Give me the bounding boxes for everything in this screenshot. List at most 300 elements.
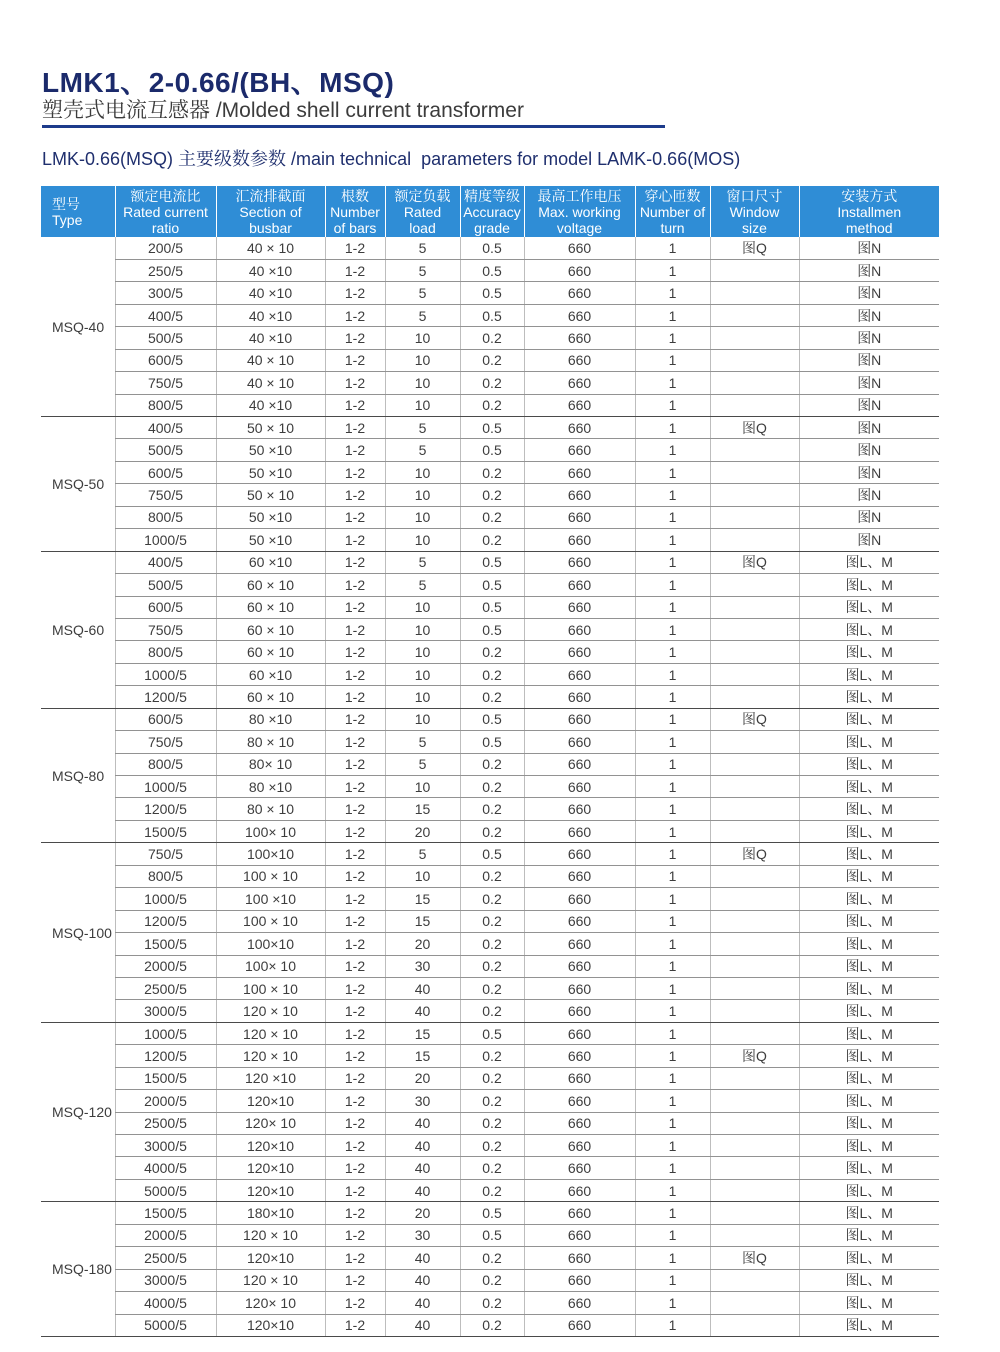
cell-busbar-section: 120×10 bbox=[216, 1314, 325, 1336]
cell-accuracy-grade: 0.2 bbox=[460, 955, 524, 977]
cell-rated-current-ratio: 2000/5 bbox=[115, 1090, 216, 1112]
cell-number-of-bars: 1-2 bbox=[325, 865, 385, 887]
table-row bbox=[41, 888, 939, 910]
cell-max-working-voltage: 660 bbox=[524, 1135, 635, 1157]
cell-max-working-voltage: 660 bbox=[524, 551, 635, 573]
header-rated-current-ratio-line: ratio bbox=[151, 219, 180, 236]
cell-window-size bbox=[710, 1135, 799, 1157]
cell-window-size bbox=[710, 1292, 799, 1314]
header-rated-load bbox=[385, 186, 460, 237]
cell-installation-method: 图L、M bbox=[799, 1292, 939, 1314]
cell-installation-method: 图L、M bbox=[799, 1202, 939, 1224]
cell-window-size bbox=[710, 484, 799, 506]
cell-max-working-voltage: 660 bbox=[524, 1202, 635, 1224]
cell-number-of-bars: 1-2 bbox=[325, 1067, 385, 1089]
cell-busbar-section: 50 × 10 bbox=[216, 417, 325, 439]
cell-rated-current-ratio: 2500/5 bbox=[115, 1247, 216, 1269]
cell-accuracy-grade: 0.2 bbox=[460, 1000, 524, 1022]
cell-number-of-bars: 1-2 bbox=[325, 663, 385, 685]
cell-rated-current-ratio: 600/5 bbox=[115, 461, 216, 483]
cell-window-size: 图Q bbox=[710, 843, 799, 865]
cell-window-size bbox=[710, 1090, 799, 1112]
cell-max-working-voltage: 660 bbox=[524, 1045, 635, 1067]
cell-installation-method: 图L、M bbox=[799, 1135, 939, 1157]
cell-rated-current-ratio: 1000/5 bbox=[115, 776, 216, 798]
cell-rated-load: 10 bbox=[385, 641, 460, 663]
cell-window-size bbox=[710, 1269, 799, 1291]
cell-window-size bbox=[710, 461, 799, 483]
cell-number-of-bars: 1-2 bbox=[325, 977, 385, 999]
cell-number-of-turn: 1 bbox=[635, 259, 710, 281]
header-number-of-bars-line: of bars bbox=[333, 219, 377, 236]
cell-rated-load: 40 bbox=[385, 1247, 460, 1269]
cell-max-working-voltage: 660 bbox=[524, 1157, 635, 1179]
cell-number-of-turn: 1 bbox=[635, 1045, 710, 1067]
cell-max-working-voltage: 660 bbox=[524, 304, 635, 326]
cell-rated-current-ratio: 750/5 bbox=[115, 843, 216, 865]
cell-accuracy-grade: 0.2 bbox=[460, 1067, 524, 1089]
cell-number-of-turn: 1 bbox=[635, 282, 710, 304]
cell-rated-current-ratio: 800/5 bbox=[115, 641, 216, 663]
cell-rated-current-ratio: 400/5 bbox=[115, 304, 216, 326]
cell-number-of-turn: 1 bbox=[635, 349, 710, 371]
cell-busbar-section: 120×10 bbox=[216, 1157, 325, 1179]
cell-accuracy-grade: 0.5 bbox=[460, 708, 524, 730]
cell-rated-current-ratio: 2000/5 bbox=[115, 955, 216, 977]
cell-installation-method: 图L、M bbox=[799, 1067, 939, 1089]
cell-rated-current-ratio: 5000/5 bbox=[115, 1179, 216, 1201]
cell-number-of-turn: 1 bbox=[635, 1112, 710, 1134]
cell-installation-method: 图L、M bbox=[799, 663, 939, 685]
cell-rated-current-ratio: 750/5 bbox=[115, 731, 216, 753]
cell-number-of-bars: 1-2 bbox=[325, 910, 385, 932]
cell-number-of-bars: 1-2 bbox=[325, 618, 385, 640]
cell-number-of-bars: 1-2 bbox=[325, 1157, 385, 1179]
cell-window-size bbox=[710, 1179, 799, 1201]
cell-installation-method: 图L、M bbox=[799, 641, 939, 663]
cell-rated-load: 5 bbox=[385, 439, 460, 461]
cell-busbar-section: 80× 10 bbox=[216, 753, 325, 775]
cell-accuracy-grade: 0.5 bbox=[460, 259, 524, 281]
cell-type: MSQ-80 bbox=[41, 708, 115, 843]
cell-window-size bbox=[710, 304, 799, 326]
table-row bbox=[41, 1135, 939, 1157]
cell-number-of-bars: 1-2 bbox=[325, 327, 385, 349]
table-row bbox=[41, 394, 939, 416]
table-row bbox=[41, 933, 939, 955]
cell-rated-current-ratio: 1000/5 bbox=[115, 529, 216, 551]
cell-rated-current-ratio: 1000/5 bbox=[115, 663, 216, 685]
cell-rated-load: 40 bbox=[385, 1179, 460, 1201]
cell-installation-method: 图N bbox=[799, 529, 939, 551]
table-row bbox=[41, 663, 939, 685]
cell-window-size bbox=[710, 910, 799, 932]
cell-window-size: 图Q bbox=[710, 708, 799, 730]
cell-max-working-voltage: 660 bbox=[524, 641, 635, 663]
cell-installation-method: 图L、M bbox=[799, 551, 939, 573]
cell-accuracy-grade: 0.2 bbox=[460, 820, 524, 842]
cell-max-working-voltage: 660 bbox=[524, 1269, 635, 1291]
cell-window-size bbox=[710, 1112, 799, 1134]
cell-installation-method: 图L、M bbox=[799, 731, 939, 753]
table-row bbox=[41, 1045, 939, 1067]
cell-number-of-turn: 1 bbox=[635, 1022, 710, 1044]
cell-rated-current-ratio: 750/5 bbox=[115, 618, 216, 640]
cell-number-of-turn: 1 bbox=[635, 888, 710, 910]
cell-installation-method: 图L、M bbox=[799, 596, 939, 618]
cell-max-working-voltage: 660 bbox=[524, 1000, 635, 1022]
cell-window-size bbox=[710, 1224, 799, 1246]
cell-window-size bbox=[710, 349, 799, 371]
cell-installation-method: 图L、M bbox=[799, 708, 939, 730]
cell-busbar-section: 120×10 bbox=[216, 1179, 325, 1201]
cell-number-of-turn: 1 bbox=[635, 1292, 710, 1314]
cell-busbar-section: 50 × 10 bbox=[216, 484, 325, 506]
cell-busbar-section: 120 × 10 bbox=[216, 1224, 325, 1246]
cell-number-of-bars: 1-2 bbox=[325, 1314, 385, 1336]
cell-accuracy-grade: 0.5 bbox=[460, 843, 524, 865]
cell-accuracy-grade: 0.2 bbox=[460, 1045, 524, 1067]
cell-number-of-turn: 1 bbox=[635, 731, 710, 753]
cell-accuracy-grade: 0.5 bbox=[460, 439, 524, 461]
cell-installation-method: 图L、M bbox=[799, 1112, 939, 1134]
cell-max-working-voltage: 660 bbox=[524, 439, 635, 461]
cell-rated-current-ratio: 3000/5 bbox=[115, 1135, 216, 1157]
header-number-of-bars-line: Number bbox=[330, 203, 380, 220]
cell-busbar-section: 60 ×10 bbox=[216, 551, 325, 573]
cell-rated-current-ratio: 1500/5 bbox=[115, 820, 216, 842]
cell-number-of-bars: 1-2 bbox=[325, 1045, 385, 1067]
cell-number-of-turn: 1 bbox=[635, 865, 710, 887]
cell-rated-load: 40 bbox=[385, 1314, 460, 1336]
cell-busbar-section: 120×10 bbox=[216, 1247, 325, 1269]
cell-busbar-section: 50 ×10 bbox=[216, 461, 325, 483]
table-row bbox=[41, 618, 939, 640]
cell-accuracy-grade: 0.2 bbox=[460, 1135, 524, 1157]
cell-max-working-voltage: 660 bbox=[524, 663, 635, 685]
cell-rated-current-ratio: 2500/5 bbox=[115, 1112, 216, 1134]
header-number-of-bars-line: 根数 bbox=[341, 187, 369, 204]
header-rated-current-ratio-line: 额定电流比 bbox=[130, 187, 201, 204]
spec-table bbox=[41, 186, 939, 1337]
cell-rated-load: 10 bbox=[385, 461, 460, 483]
cell-installation-method: 图L、M bbox=[799, 1157, 939, 1179]
cell-number-of-bars: 1-2 bbox=[325, 1090, 385, 1112]
cell-rated-load: 10 bbox=[385, 865, 460, 887]
table-row bbox=[41, 641, 939, 663]
cell-window-size bbox=[710, 1067, 799, 1089]
cell-rated-load: 40 bbox=[385, 977, 460, 999]
header-window-size bbox=[710, 186, 799, 237]
cell-max-working-voltage: 660 bbox=[524, 686, 635, 708]
cell-number-of-turn: 1 bbox=[635, 708, 710, 730]
cell-number-of-turn: 1 bbox=[635, 977, 710, 999]
cell-number-of-turn: 1 bbox=[635, 955, 710, 977]
table-row bbox=[41, 372, 939, 394]
table-row bbox=[41, 259, 939, 281]
cell-rated-load: 5 bbox=[385, 551, 460, 573]
cell-number-of-turn: 1 bbox=[635, 798, 710, 820]
cell-window-size bbox=[710, 955, 799, 977]
cell-rated-current-ratio: 4000/5 bbox=[115, 1292, 216, 1314]
cell-busbar-section: 40 ×10 bbox=[216, 327, 325, 349]
cell-window-size bbox=[710, 506, 799, 528]
cell-window-size: 图Q bbox=[710, 1045, 799, 1067]
cell-number-of-bars: 1-2 bbox=[325, 641, 385, 663]
cell-window-size bbox=[710, 529, 799, 551]
cell-number-of-bars: 1-2 bbox=[325, 888, 385, 910]
cell-window-size bbox=[710, 1314, 799, 1336]
cell-busbar-section: 50 ×10 bbox=[216, 439, 325, 461]
cell-number-of-bars: 1-2 bbox=[325, 349, 385, 371]
cell-rated-load: 5 bbox=[385, 574, 460, 596]
cell-accuracy-grade: 0.2 bbox=[460, 327, 524, 349]
cell-window-size bbox=[710, 574, 799, 596]
cell-accuracy-grade: 0.2 bbox=[460, 865, 524, 887]
cell-installation-method: 图N bbox=[799, 372, 939, 394]
table-row bbox=[41, 1067, 939, 1089]
cell-max-working-voltage: 660 bbox=[524, 731, 635, 753]
header-number-of-turn-line: 穿心匝数 bbox=[644, 187, 701, 204]
cell-busbar-section: 100 × 10 bbox=[216, 977, 325, 999]
cell-busbar-section: 80 ×10 bbox=[216, 776, 325, 798]
table-row bbox=[41, 327, 939, 349]
cell-rated-current-ratio: 800/5 bbox=[115, 753, 216, 775]
table-row bbox=[41, 753, 939, 775]
cell-max-working-voltage: 660 bbox=[524, 237, 635, 259]
cell-number-of-turn: 1 bbox=[635, 461, 710, 483]
cell-rated-load: 5 bbox=[385, 843, 460, 865]
cell-max-working-voltage: 660 bbox=[524, 327, 635, 349]
cell-installation-method: 图L、M bbox=[799, 1000, 939, 1022]
cell-installation-method: 图L、M bbox=[799, 977, 939, 999]
cell-installation-method: 图L、M bbox=[799, 1247, 939, 1269]
cell-number-of-bars: 1-2 bbox=[325, 551, 385, 573]
cell-number-of-turn: 1 bbox=[635, 1067, 710, 1089]
cell-max-working-voltage: 660 bbox=[524, 1022, 635, 1044]
cell-number-of-bars: 1-2 bbox=[325, 394, 385, 416]
cell-number-of-turn: 1 bbox=[635, 596, 710, 618]
cell-window-size bbox=[710, 1000, 799, 1022]
cell-rated-current-ratio: 800/5 bbox=[115, 865, 216, 887]
cell-rated-load: 10 bbox=[385, 618, 460, 640]
cell-window-size bbox=[710, 394, 799, 416]
table-row bbox=[41, 282, 939, 304]
cell-busbar-section: 40 × 10 bbox=[216, 349, 325, 371]
cell-rated-load: 15 bbox=[385, 798, 460, 820]
cell-installation-method: 图N bbox=[799, 349, 939, 371]
cell-accuracy-grade: 0.5 bbox=[460, 596, 524, 618]
cell-rated-current-ratio: 300/5 bbox=[115, 282, 216, 304]
cell-number-of-turn: 1 bbox=[635, 529, 710, 551]
cell-accuracy-grade: 0.2 bbox=[460, 1112, 524, 1134]
cell-rated-current-ratio: 500/5 bbox=[115, 439, 216, 461]
cell-installation-method: 图L、M bbox=[799, 1314, 939, 1336]
spec-table-body bbox=[41, 237, 939, 1336]
cell-number-of-bars: 1-2 bbox=[325, 304, 385, 326]
cell-accuracy-grade: 0.2 bbox=[460, 910, 524, 932]
cell-number-of-bars: 1-2 bbox=[325, 439, 385, 461]
cell-number-of-bars: 1-2 bbox=[325, 529, 385, 551]
cell-number-of-turn: 1 bbox=[635, 1135, 710, 1157]
cell-rated-load: 20 bbox=[385, 1067, 460, 1089]
cell-busbar-section: 100 × 10 bbox=[216, 865, 325, 887]
cell-installation-method: 图L、M bbox=[799, 888, 939, 910]
cell-busbar-section: 120×10 bbox=[216, 1135, 325, 1157]
header-busbar-section-line: busbar bbox=[249, 219, 292, 236]
cell-rated-load: 5 bbox=[385, 282, 460, 304]
cell-number-of-turn: 1 bbox=[635, 484, 710, 506]
cell-accuracy-grade: 0.5 bbox=[460, 1022, 524, 1044]
cell-accuracy-grade: 0.2 bbox=[460, 753, 524, 775]
cell-window-size: 图Q bbox=[710, 551, 799, 573]
cell-number-of-turn: 1 bbox=[635, 686, 710, 708]
cell-accuracy-grade: 0.2 bbox=[460, 349, 524, 371]
cell-number-of-turn: 1 bbox=[635, 910, 710, 932]
table-row bbox=[41, 349, 939, 371]
cell-rated-load: 10 bbox=[385, 776, 460, 798]
cell-window-size bbox=[710, 327, 799, 349]
cell-busbar-section: 100× 10 bbox=[216, 955, 325, 977]
cell-rated-load: 10 bbox=[385, 349, 460, 371]
cell-window-size bbox=[710, 641, 799, 663]
cell-accuracy-grade: 0.2 bbox=[460, 1157, 524, 1179]
header-number-of-turn-line: Number of bbox=[639, 203, 706, 220]
cell-accuracy-grade: 0.2 bbox=[460, 1314, 524, 1336]
table-row bbox=[41, 304, 939, 326]
header-max-working-voltage-line: 最高工作电压 bbox=[537, 187, 622, 204]
cell-installation-method: 图N bbox=[799, 282, 939, 304]
cell-number-of-bars: 1-2 bbox=[325, 955, 385, 977]
cell-max-working-voltage: 660 bbox=[524, 776, 635, 798]
cell-rated-load: 15 bbox=[385, 888, 460, 910]
cell-busbar-section: 40 ×10 bbox=[216, 259, 325, 281]
cell-number-of-bars: 1-2 bbox=[325, 417, 385, 439]
cell-rated-load: 40 bbox=[385, 1292, 460, 1314]
title-underline bbox=[42, 125, 665, 128]
table-row bbox=[41, 1269, 939, 1291]
cell-number-of-bars: 1-2 bbox=[325, 1135, 385, 1157]
cell-max-working-voltage: 660 bbox=[524, 865, 635, 887]
cell-rated-current-ratio: 800/5 bbox=[115, 394, 216, 416]
table-row bbox=[41, 686, 939, 708]
cell-max-working-voltage: 660 bbox=[524, 1179, 635, 1201]
cell-accuracy-grade: 0.2 bbox=[460, 1179, 524, 1201]
cell-max-working-voltage: 660 bbox=[524, 259, 635, 281]
cell-busbar-section: 100×10 bbox=[216, 933, 325, 955]
table-row bbox=[41, 506, 939, 528]
cell-number-of-turn: 1 bbox=[635, 776, 710, 798]
cell-number-of-bars: 1-2 bbox=[325, 1000, 385, 1022]
cell-rated-load: 20 bbox=[385, 1202, 460, 1224]
cell-rated-current-ratio: 600/5 bbox=[115, 708, 216, 730]
cell-rated-load: 20 bbox=[385, 820, 460, 842]
cell-installation-method: 图L、M bbox=[799, 1224, 939, 1246]
cell-window-size bbox=[710, 1022, 799, 1044]
cell-busbar-section: 60 × 10 bbox=[216, 641, 325, 663]
cell-rated-current-ratio: 5000/5 bbox=[115, 1314, 216, 1336]
cell-window-size bbox=[710, 798, 799, 820]
cell-rated-current-ratio: 500/5 bbox=[115, 574, 216, 596]
header-rated-load-line: load bbox=[409, 219, 436, 236]
header-busbar-section-line: Section of bbox=[239, 203, 302, 220]
cell-installation-method: 图L、M bbox=[799, 618, 939, 640]
cell-number-of-bars: 1-2 bbox=[325, 1179, 385, 1201]
cell-accuracy-grade: 0.2 bbox=[460, 1269, 524, 1291]
cell-accuracy-grade: 0.2 bbox=[460, 529, 524, 551]
cell-number-of-bars: 1-2 bbox=[325, 1202, 385, 1224]
cell-accuracy-grade: 0.2 bbox=[460, 686, 524, 708]
header-rated-load-line: Rated bbox=[403, 203, 442, 220]
table-row bbox=[41, 1157, 939, 1179]
cell-number-of-turn: 1 bbox=[635, 1000, 710, 1022]
cell-installation-method: 图N bbox=[799, 506, 939, 528]
cell-busbar-section: 120 × 10 bbox=[216, 1022, 325, 1044]
cell-installation-method: 图L、M bbox=[799, 1045, 939, 1067]
cell-rated-current-ratio: 1200/5 bbox=[115, 798, 216, 820]
cell-number-of-turn: 1 bbox=[635, 618, 710, 640]
cell-accuracy-grade: 0.2 bbox=[460, 977, 524, 999]
cell-installation-method: 图N bbox=[799, 417, 939, 439]
cell-rated-load: 5 bbox=[385, 731, 460, 753]
cell-max-working-voltage: 660 bbox=[524, 506, 635, 528]
header-rated-current-ratio bbox=[115, 186, 216, 237]
cell-max-working-voltage: 660 bbox=[524, 1314, 635, 1336]
cell-max-working-voltage: 660 bbox=[524, 461, 635, 483]
header-installation-method-line: method bbox=[845, 219, 893, 236]
cell-installation-method: 图L、M bbox=[799, 1022, 939, 1044]
cell-number-of-turn: 1 bbox=[635, 1269, 710, 1291]
cell-rated-current-ratio: 750/5 bbox=[115, 484, 216, 506]
header-max-working-voltage bbox=[524, 186, 635, 237]
cell-window-size bbox=[710, 663, 799, 685]
cell-busbar-section: 120 × 10 bbox=[216, 1269, 325, 1291]
cell-number-of-bars: 1-2 bbox=[325, 506, 385, 528]
cell-rated-current-ratio: 600/5 bbox=[115, 349, 216, 371]
cell-number-of-turn: 1 bbox=[635, 1224, 710, 1246]
cell-busbar-section: 100× 10 bbox=[216, 820, 325, 842]
cell-window-size bbox=[710, 686, 799, 708]
cell-rated-load: 5 bbox=[385, 259, 460, 281]
cell-window-size bbox=[710, 372, 799, 394]
cell-busbar-section: 40 ×10 bbox=[216, 282, 325, 304]
table-row bbox=[41, 596, 939, 618]
header-number-of-turn bbox=[635, 186, 710, 237]
cell-number-of-bars: 1-2 bbox=[325, 1292, 385, 1314]
table-row bbox=[41, 820, 939, 842]
cell-window-size bbox=[710, 933, 799, 955]
cell-max-working-voltage: 660 bbox=[524, 977, 635, 999]
cell-window-size bbox=[710, 753, 799, 775]
cell-window-size bbox=[710, 820, 799, 842]
cell-installation-method: 图L、M bbox=[799, 910, 939, 932]
table-row bbox=[41, 1292, 939, 1314]
cell-rated-load: 10 bbox=[385, 708, 460, 730]
cell-max-working-voltage: 660 bbox=[524, 1090, 635, 1112]
cell-rated-current-ratio: 250/5 bbox=[115, 259, 216, 281]
cell-rated-load: 10 bbox=[385, 394, 460, 416]
table-row bbox=[41, 1202, 939, 1224]
cell-max-working-voltage: 660 bbox=[524, 955, 635, 977]
cell-busbar-section: 120× 10 bbox=[216, 1292, 325, 1314]
cell-type: MSQ-100 bbox=[41, 843, 115, 1023]
cell-max-working-voltage: 660 bbox=[524, 618, 635, 640]
cell-rated-load: 5 bbox=[385, 753, 460, 775]
cell-busbar-section: 40 × 10 bbox=[216, 237, 325, 259]
cell-max-working-voltage: 660 bbox=[524, 1067, 635, 1089]
header-type bbox=[41, 186, 115, 237]
cell-window-size bbox=[710, 888, 799, 910]
